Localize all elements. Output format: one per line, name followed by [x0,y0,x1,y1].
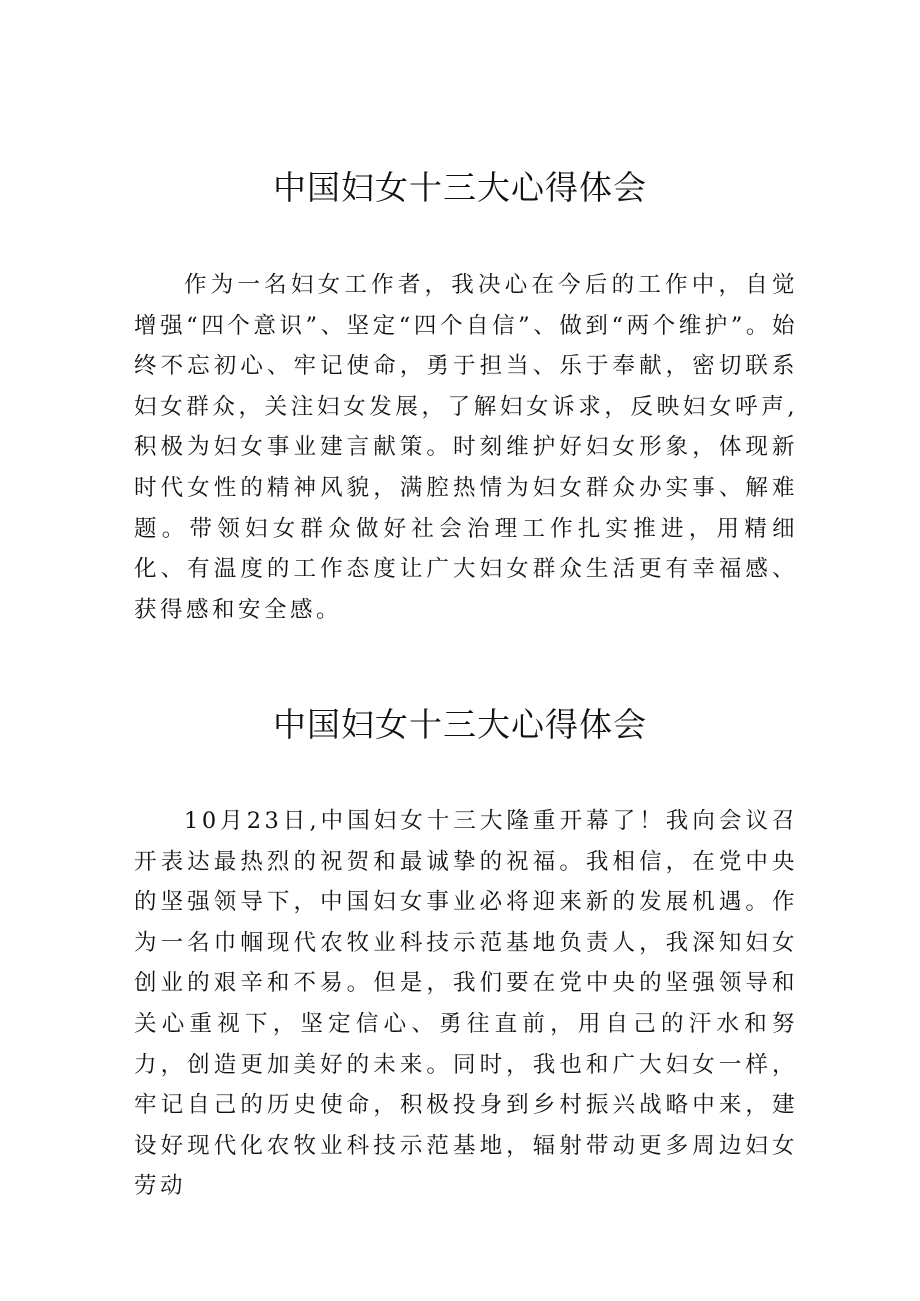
section-title: 中国妇女十三大心得体会 [273,705,647,744]
section-body: 作为一名妇女工作者，我决心在今后的工作中，自觉增强“四个意识”、坚定“四个自信”、做到“两个维护”。始终不忘初心、牢记使命，勇于担当、乐于奉献，密切联系妇女群众，关注妇女发展，了解妇女诉求，反映妇女呼声,积极为妇女事业建言献策。时刻维护好妇女形象，体现新时代女性的精神风貌，满腔热情为妇女群众办实事、解难题。带领妇女群众做好社会治理工作扎实推进，用精细化、有温度的工作态度让广大妇女群众生活更有幸福感、获得感和安全感。 [134,272,798,623]
section-body: 10月23日,中国妇女十三大隆重开幕了！我向会议召开表达最热烈的祝贺和最诚挚的祝福。我相信，在党中央的坚强领导下，中国妇女事业必将迎来新的发展机遇。作为一名巾帼现代农牧业科技示范基地负责人，我深知妇女创业的艰辛和不易。但是，我们要在党中央的坚强领导和关心重视下，坚定信心、勇往直前，用自己的汗水和努力，创造更加美好的未来。同时，我也和广大妇女一样，牢记自己的历史使命，积极投身到乡村振兴战略中来，建设好现代化农牧业科技示范基地，辐射带动更多周边妇女劳动 [134,808,798,1200]
section-title: 中国妇女十三大心得体会 [273,168,647,207]
